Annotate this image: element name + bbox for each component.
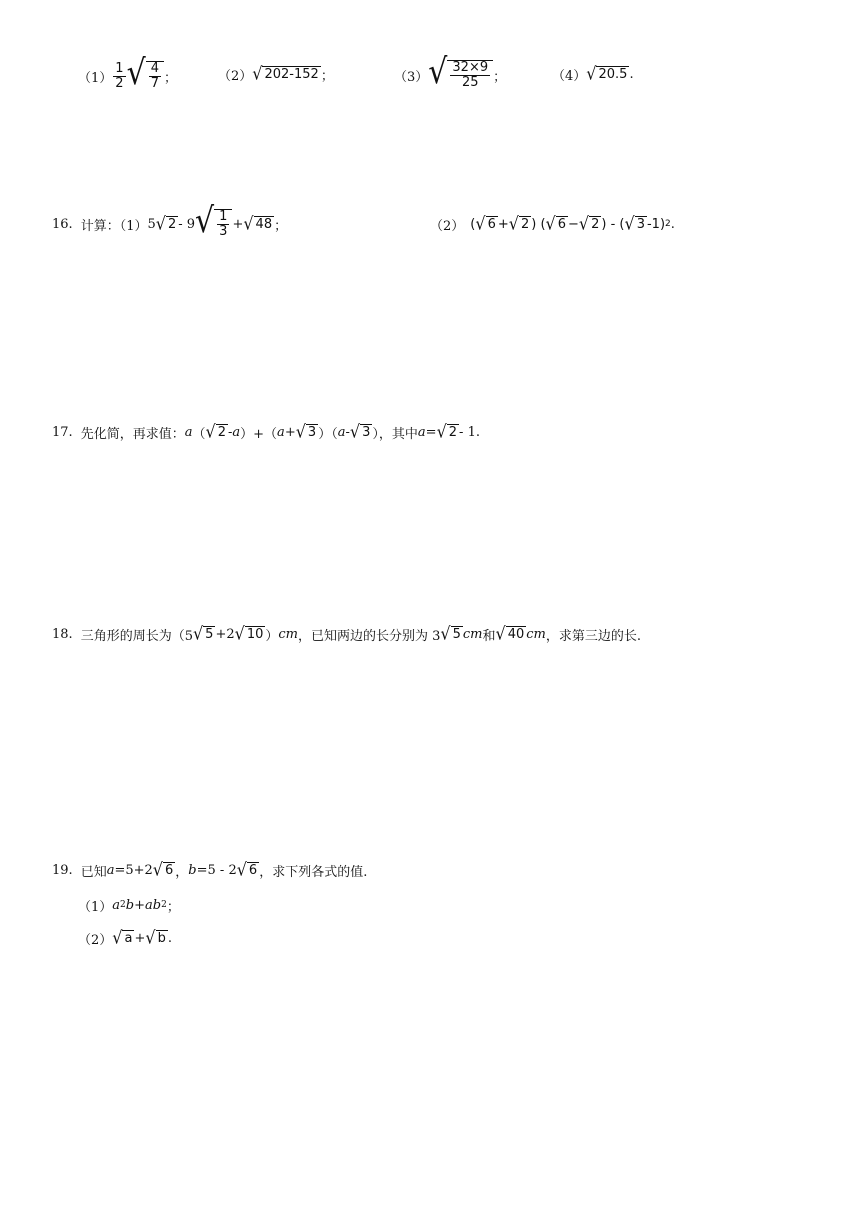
question-16: 16. 计算：（1） 5 √ 2 - 9 √ $\frac{1}{3}$ + √ 48 ； <box>52 201 288 242</box>
q15-part1: （1） $\frac{1}{2}$ √ $\frac{4}{7}$ ； <box>78 53 177 94</box>
radical: √ 5 <box>440 623 461 644</box>
radical: √ 6 <box>475 213 496 234</box>
question-number: 16. <box>52 216 73 232</box>
fraction: $\frac{1}{2}$ <box>115 60 124 91</box>
question-17: 17. 先化简，再求值： a （ √ 2 - a ）+（ a + √ 3 ）（ a - √ 3 ），其中 a = √ 2 - 1. <box>52 421 480 442</box>
radical: √ $\frac{4}{7}$ <box>127 61 164 91</box>
radical: √ 3 <box>624 213 645 234</box>
radical: √ 6 <box>236 859 258 880</box>
radical: √ 2 <box>578 213 600 234</box>
q15-part4: （4） √ 20.5 . <box>552 63 634 84</box>
question-number: 17. <box>52 424 73 440</box>
q15-part2: （2） √ 202-152 ； <box>218 63 334 84</box>
radical: √ 6 <box>152 859 174 880</box>
question-number: 18. <box>52 626 73 642</box>
radical: √ 3 <box>349 421 371 442</box>
radical: √ a <box>112 927 133 948</box>
q15-part3: （3） √ $\frac{32\times 9}{25}$ ； <box>394 52 507 93</box>
question-number: 19. <box>52 862 73 878</box>
question-16-part2: （2） ( √ 6 + √ 2 ) ( √ 6 − √ 2 ) - ( √ 3 -1) 2 . <box>430 213 675 234</box>
radical: √ 40 <box>495 623 525 644</box>
radical: √ $\frac{32\times 9}{25}$ <box>428 60 493 90</box>
radical: √ 2 <box>155 213 177 234</box>
radical: √ 2 <box>436 421 458 442</box>
radical: √ b <box>145 927 166 948</box>
radical: √ 48 <box>243 213 273 234</box>
question-18: 18. 三角形的周长为（5 √ 5 +2 √ 10 ） cm ，已知两边的长分别为 3 √ 5 cm 和 √ 40 cm ，求第三边的长. <box>52 623 642 644</box>
radical: √ 20.5 <box>586 63 628 84</box>
question-19-part2: （2） √ a + √ b . <box>78 927 172 948</box>
radical: √ 10 <box>234 623 264 644</box>
question-19: 19. 已知 a =5+2 √ 6 ， b =5 - 2 √ 6 ，求下列各式的值. <box>52 859 368 880</box>
radical: √ 5 <box>192 623 214 644</box>
radical: √ 2 <box>205 421 226 442</box>
question-19-part1: （1） a 2 b + a b 2 ； <box>78 897 180 915</box>
radical: √ 3 <box>295 421 317 442</box>
radical: √ 2 <box>508 213 530 234</box>
radical: √ 202-152 <box>252 63 319 84</box>
radical: √ 6 <box>545 213 566 234</box>
radical: √ $\frac{1}{3}$ <box>195 209 232 239</box>
